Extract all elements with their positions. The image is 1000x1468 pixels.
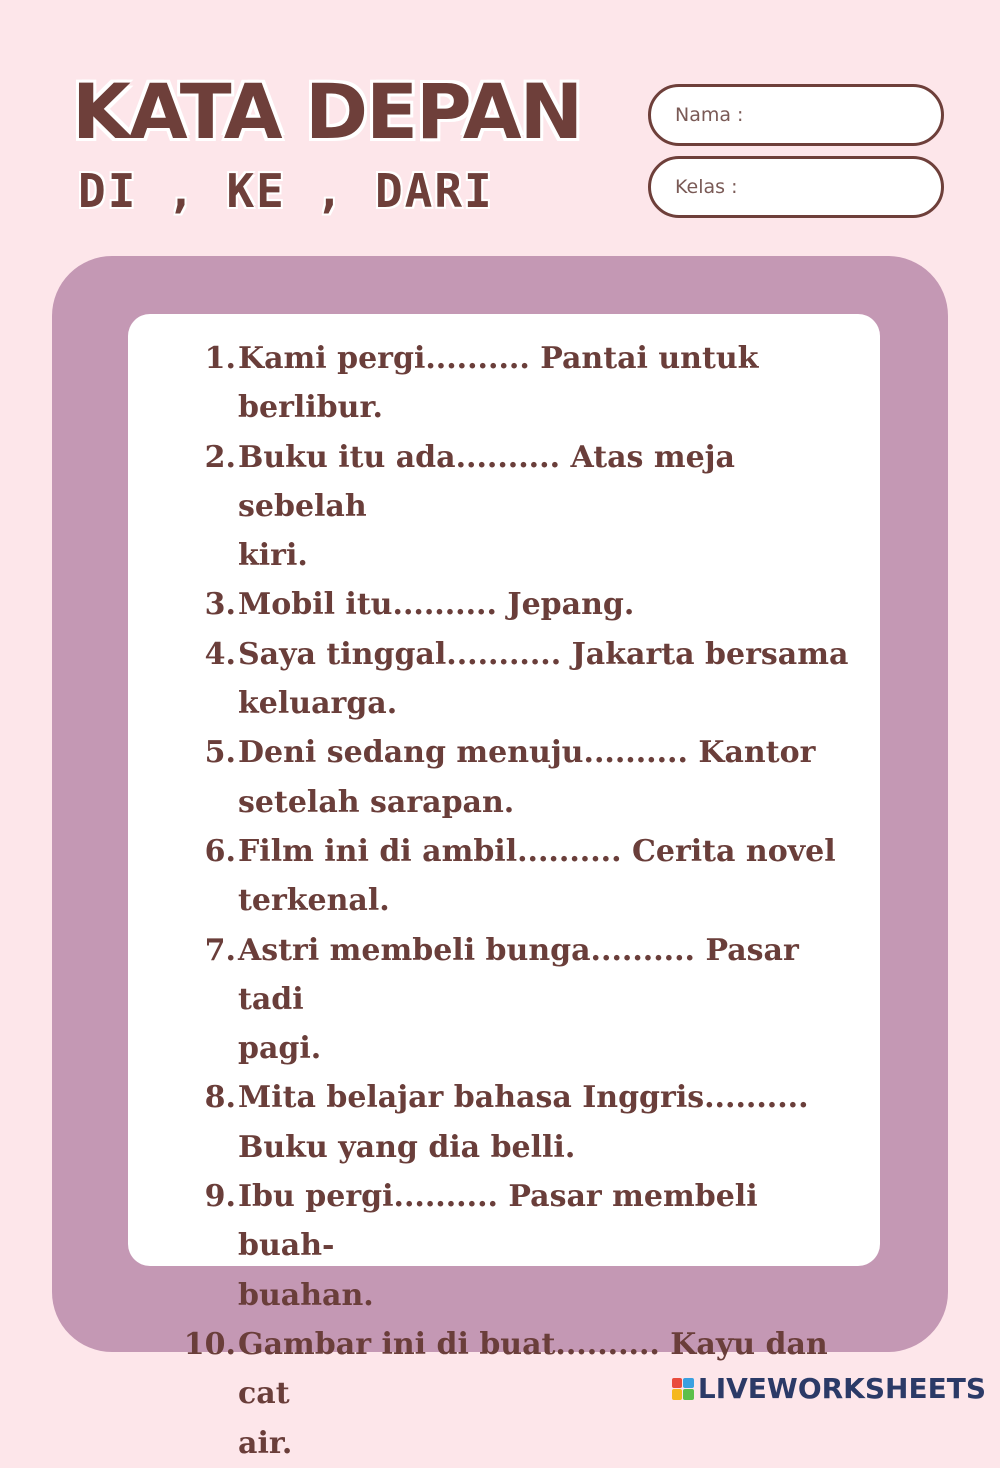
question-number: 4. bbox=[204, 636, 236, 672]
question-text-line: terkenal. bbox=[238, 883, 390, 919]
question-number: 5. bbox=[204, 735, 236, 771]
question-text-line: Gambar ini di buat.......... Kayu dan cat bbox=[238, 1326, 828, 1412]
question-number: 10. bbox=[183, 1326, 236, 1362]
question-number: 7. bbox=[204, 932, 236, 968]
question-item bbox=[180, 926, 860, 1074]
question-item bbox=[180, 1073, 860, 1172]
question-item bbox=[180, 1172, 860, 1320]
question-number: 9. bbox=[204, 1179, 236, 1215]
question-text-line: kiri. bbox=[238, 538, 308, 574]
question-text-line: Kami pergi.......... Pantai untuk bbox=[238, 341, 759, 376]
question-item bbox=[180, 433, 860, 581]
question-text-line: Astri membeli bunga.......... Pasar tadi bbox=[238, 932, 799, 1017]
question-list bbox=[180, 334, 860, 1468]
question-text-line: Saya tinggal........... Jakarta bersama bbox=[238, 636, 849, 672]
question-text-line: Mobil itu.......... Jepang. bbox=[238, 587, 635, 623]
question-text-line: berlibur. bbox=[238, 390, 383, 426]
worksheet-subtitle: DI , KE , DARI bbox=[78, 164, 494, 218]
question-text-line: Buku yang dia belli. bbox=[238, 1129, 576, 1165]
question-item bbox=[180, 728, 860, 827]
nama-label: Nama : bbox=[675, 104, 744, 126]
question-text-line: Ibu pergi.......... Pasar membeli buah- bbox=[238, 1179, 758, 1264]
question-text-line: Buku itu ada.......... Atas meja sebelah bbox=[238, 439, 735, 524]
question-item bbox=[180, 334, 860, 433]
question-number: 1. bbox=[204, 341, 236, 376]
question-item bbox=[180, 580, 860, 629]
kelas-field[interactable] bbox=[648, 156, 944, 218]
question-text-line: air. bbox=[238, 1425, 293, 1461]
liveworksheets-logo-icon bbox=[672, 1378, 694, 1400]
question-number: 2. bbox=[204, 439, 236, 475]
worksheet-title: KATA DEPAN bbox=[72, 67, 582, 156]
question-number: 8. bbox=[204, 1080, 236, 1116]
question-text-line: Mita belajar bahasa Inggris.......... bbox=[238, 1080, 809, 1116]
question-text-line: buahan. bbox=[238, 1277, 374, 1313]
question-text-line: setelah sarapan. bbox=[238, 784, 515, 820]
question-item bbox=[180, 827, 860, 926]
question-number: 3. bbox=[204, 587, 236, 623]
question-number: 6. bbox=[204, 833, 236, 869]
liveworksheets-brand: LIVEWORKSHEETS bbox=[697, 1372, 986, 1405]
liveworksheets-logo bbox=[672, 1372, 986, 1405]
question-item bbox=[180, 630, 860, 729]
question-text-line: pagi. bbox=[238, 1031, 322, 1067]
question-text-line: keluarga. bbox=[238, 686, 398, 722]
nama-field[interactable] bbox=[648, 84, 944, 146]
kelas-label: Kelas : bbox=[675, 176, 738, 198]
question-text-line: Film ini di ambil.......... Cerita novel bbox=[238, 833, 836, 869]
question-text-line: Deni sedang menuju.......... Kantor bbox=[238, 735, 816, 771]
